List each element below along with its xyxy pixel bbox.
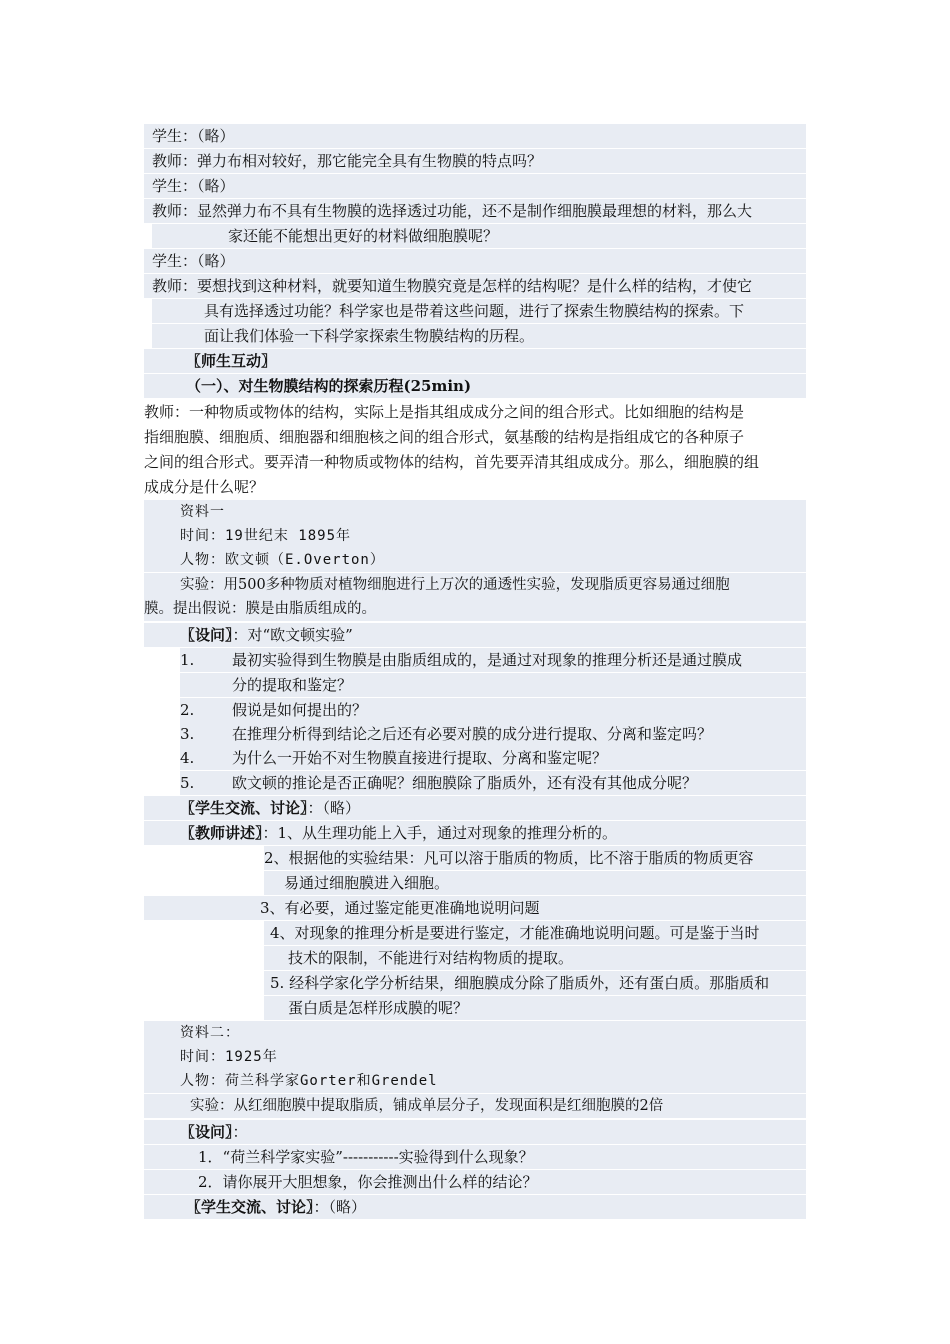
dialogue-line bbox=[144, 124, 806, 148]
section-title-text: （一）、对生物膜结构的探索历程(25min) bbox=[186, 377, 472, 395]
intro-line: 教师：一种物质或物体的结构，实际上是指其组成成分之间的组合形式。比如细胞的结构是 bbox=[144, 403, 745, 421]
question-item-cont bbox=[180, 673, 806, 697]
question-text: 欧文顿的推论是否正确呢？细胞膜除了脂质外，还有没有其他成分呢？ bbox=[232, 774, 698, 792]
question2-text: ： bbox=[232, 1123, 248, 1141]
discussion2-label: 〖学生交流、讨论〗 bbox=[186, 1198, 314, 1216]
material1-title-text: 资料一 bbox=[180, 504, 225, 520]
question-number: 5. bbox=[180, 774, 195, 792]
dialogue-line bbox=[144, 199, 806, 223]
intro-line: 成成分是什么呢？ bbox=[144, 478, 265, 496]
question-number: 4. bbox=[180, 749, 195, 767]
question1-text: ：对“欧文顿实验” bbox=[232, 626, 353, 644]
teacher-explain-point bbox=[264, 871, 806, 895]
material1-person-text: 人物：欧文顿（E.Overton） bbox=[180, 552, 385, 568]
material1-person bbox=[144, 548, 806, 572]
teacher-explain-point bbox=[264, 921, 806, 945]
question-item bbox=[180, 648, 806, 672]
teacher-explain-text: 蛋白质是怎样形成膜的呢？ bbox=[288, 999, 469, 1017]
question-text: 假说是如何提出的？ bbox=[232, 701, 368, 719]
question-number: 1. bbox=[180, 651, 195, 669]
teacher-explain-label: 〖教师讲述〗 bbox=[180, 824, 263, 842]
question-item bbox=[180, 722, 806, 746]
question-text: 为什么一开始不对生物膜直接进行提取、分离和鉴定呢？ bbox=[232, 749, 608, 767]
intro-line: 指细胞膜、细胞质、细胞器和细胞核之间的组合形式，氨基酸的结构是指组成它的各种原子 bbox=[144, 428, 745, 446]
discussion1 bbox=[144, 796, 806, 820]
teacher-explain-text: ：1、从生理功能上入手，通过对现象的推理分析的。 bbox=[262, 824, 618, 842]
dialogue-line bbox=[152, 324, 806, 348]
dialogue-text: 具有选择透过功能？科学家也是带着这些问题，进行了探索生物膜结构的探索。下 bbox=[204, 302, 745, 320]
teacher-explain-text: 易通过细胞膜进入细胞。 bbox=[284, 874, 450, 892]
teacher-explain-text: 2、根据他的实验结果：凡可以溶于脂质的物质，比不溶于脂质的物质更容 bbox=[264, 849, 754, 867]
dialogue-line bbox=[144, 149, 806, 173]
material1-time-text: 时间：19世纪末 1895年 bbox=[180, 528, 352, 544]
material2-experiment bbox=[144, 1094, 806, 1118]
material2-title bbox=[144, 1021, 806, 1045]
question2-header bbox=[144, 1120, 806, 1144]
question2-item bbox=[144, 1145, 806, 1169]
dialogue-text: 教师：要想找到这种材料，就要知道生物膜究竟是怎样的结构呢？是什么样的结构，才使它 bbox=[152, 277, 753, 295]
material1-experiment-text: 实验：用500多种物质对植物细胞进行上万次的通透性实验，发现脂质更容易通过细胞 bbox=[180, 577, 730, 593]
teacher-explain-point bbox=[264, 996, 806, 1020]
material1-experiment bbox=[144, 597, 806, 621]
dialogue-text: 面让我们体验一下科学家探索生物膜结构的历程。 bbox=[204, 327, 535, 345]
discussion2-text: ：（略） bbox=[313, 1198, 367, 1216]
teacher-explain-text: 技术的限制，不能进行对结构物质的提取。 bbox=[288, 949, 574, 967]
dialogue-line bbox=[144, 274, 806, 298]
dialogue-line bbox=[144, 174, 806, 198]
discussion2 bbox=[144, 1195, 806, 1219]
question2-item-text: 2．请你展开大胆想象，你会推测出什么样的结论？ bbox=[198, 1173, 538, 1191]
dialogue-text: 教师：弹力布相对较好，那它能完全具有生物膜的特点吗？ bbox=[152, 152, 543, 170]
question2-item-text: 1．“荷兰科学家实验”-----------实验得到什么现象？ bbox=[198, 1148, 534, 1166]
material2-person bbox=[144, 1069, 806, 1093]
dialogue-line bbox=[152, 299, 806, 323]
dialogue-line bbox=[152, 224, 806, 248]
material1-experiment-text: 膜。提出假说：膜是由脂质组成的。 bbox=[144, 601, 376, 617]
material2-person-text: 人物：荷兰科学家Gorter和Grendel bbox=[180, 1073, 438, 1089]
material2-title-text: 资料二： bbox=[180, 1025, 240, 1041]
question-number: 3. bbox=[180, 725, 195, 743]
teacher-explain-text: 5. 经科学家化学分析结果，细胞膜成分除了脂质外，还有蛋白质。那脂质和 bbox=[270, 974, 770, 992]
dialogue-text: 学生：（略） bbox=[152, 127, 235, 145]
section-title bbox=[144, 374, 806, 398]
question1-header bbox=[144, 623, 806, 647]
question2-label: 〖设问〗 bbox=[180, 1123, 233, 1141]
material2-experiment-text: 实验：从红细胞膜中提取脂质，铺成单层分子，发现面积是红细胞膜的2倍 bbox=[190, 1098, 664, 1114]
material1-time bbox=[144, 524, 806, 548]
dialogue-text: 家还能不能想出更好的材料做细胞膜呢？ bbox=[228, 227, 499, 245]
teacher-explain-text: 3、有必要，通过鉴定能更准确地说明问题 bbox=[260, 899, 540, 917]
teacher-explain-header bbox=[144, 821, 806, 845]
question-item bbox=[180, 771, 806, 795]
teacher-explain-point bbox=[264, 846, 806, 870]
section-label bbox=[144, 349, 806, 373]
teacher-explain-point bbox=[264, 971, 806, 995]
question-item bbox=[180, 746, 806, 770]
dialogue-text: 教师：显然弹力布不具有生物膜的选择透过功能，还不是制作细胞膜最理想的材料，那么大 bbox=[152, 202, 753, 220]
intro-line: 之间的组合形式。要弄清一种物质或物体的结构，首先要弄清其组成成分。那么，细胞膜的组 bbox=[144, 453, 760, 471]
discussion1-text: ：（略） bbox=[307, 799, 361, 817]
question-text: 最初实验得到生物膜是由脂质组成的，是通过对现象的推理分析还是通过膜成 bbox=[232, 651, 743, 669]
question-text: 分的提取和鉴定？ bbox=[232, 676, 353, 694]
material2-time-text: 时间：1925年 bbox=[180, 1049, 278, 1065]
question2-item bbox=[144, 1170, 806, 1194]
dialogue-line bbox=[144, 249, 806, 273]
question-item bbox=[180, 698, 806, 722]
question1-label: 〖设问〗 bbox=[180, 626, 233, 644]
material1-experiment bbox=[144, 573, 806, 597]
question-number: 2. bbox=[180, 701, 195, 719]
teacher-explain-text: 4、对现象的推理分析是要进行鉴定，才能准确地说明问题。可是鉴于当时 bbox=[270, 924, 760, 942]
teacher-explain-point bbox=[264, 946, 806, 970]
material1-title bbox=[144, 500, 806, 524]
question-text: 在推理分析得到结论之后还有必要对膜的成分进行提取、分离和鉴定吗？ bbox=[232, 725, 713, 743]
teacher-explain-point bbox=[144, 896, 806, 920]
section-label-text: 〖师生互动〗 bbox=[186, 352, 277, 370]
dialogue-text: 学生：（略） bbox=[152, 177, 235, 195]
discussion1-label: 〖学生交流、讨论〗 bbox=[180, 799, 308, 817]
dialogue-text: 学生：（略） bbox=[152, 252, 235, 270]
material2-time bbox=[144, 1045, 806, 1069]
